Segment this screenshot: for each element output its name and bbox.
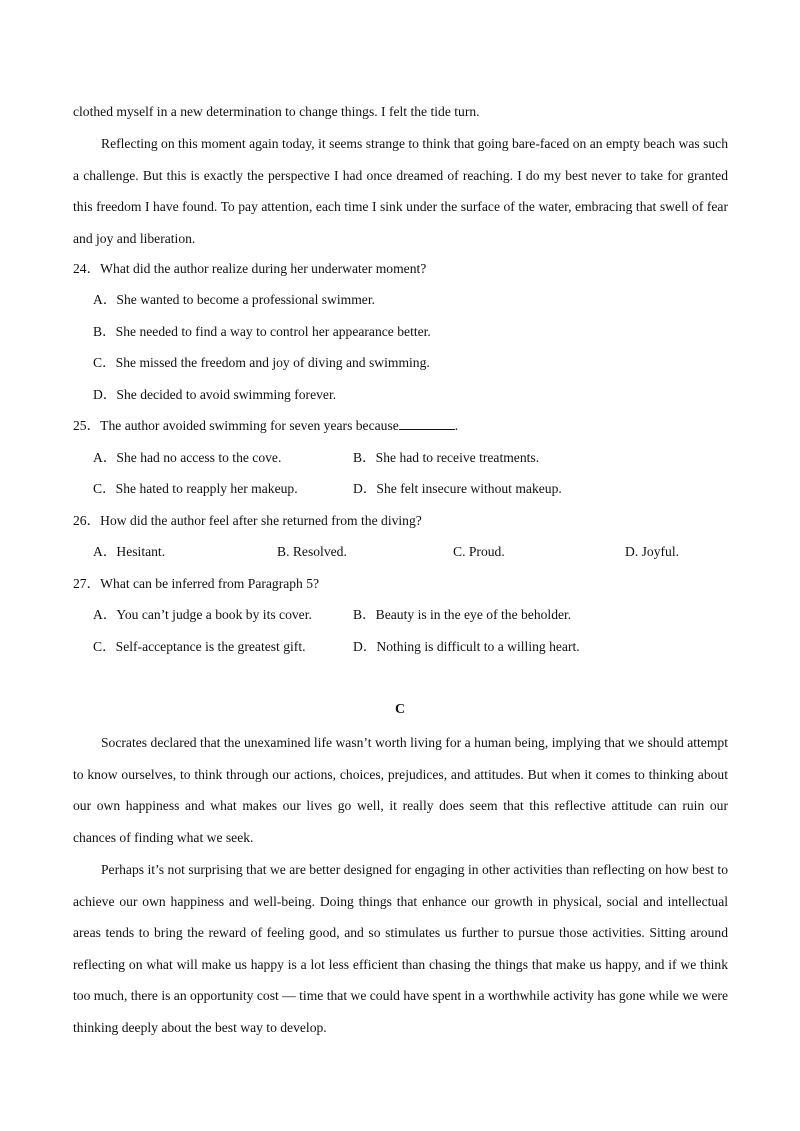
question-26-option-d: D. Joyful. (625, 544, 679, 559)
question-27-option-c: C．Self-acceptance is the greatest gift. (93, 639, 306, 654)
question-25-stem-text: 25．The author avoided swimming for seven years because (73, 418, 399, 433)
question-25-stem-end: . (454, 418, 459, 433)
question-24-option-a: A．She wanted to become a professional swimmer. (93, 292, 376, 307)
passage-b-reflection-paragraph: Reflecting on this moment again today, it seems strange to think that going bare-faced on an empty beach was such a challenge. But this is exactly the perspective I had once dreamed of reaching. I do my best never to take for granted this freedom I have found. To pay attention, each time I sink under the surface of the water, embracing that swell of fear and joy and liberation. (73, 136, 728, 246)
question-24-option-d: D．She decided to avoid swimming forever. (93, 387, 337, 402)
passage-b-continued-line: clothed myself in a new determination to change things. I felt the tide turn. (73, 104, 480, 119)
question-25-option-a: A．She had no access to the cove. (93, 450, 282, 465)
question-27-option-b: B．Beauty is in the eye of the beholder. (353, 607, 572, 622)
passage-c-paragraph-1: Socrates declared that the unexamined life wasn’t worth living for a human being, implying that we should attempt to know ourselves, to think through our actions, choices, prejudices, and attitudes. But when it comes to thinking about our own happiness and what makes our lives go well, it really does seem that this reflective attitude can ruin our chances of finding what we seek. (73, 735, 728, 845)
question-24-stem: 24．What did the author realize during her underwater moment? (73, 261, 427, 276)
question-25-option-c: C．She hated to reapply her makeup. (93, 481, 298, 496)
question-27-option-a: A．You can’t judge a book by its cover. (93, 607, 312, 622)
question-26-option-b: B. Resolved. (277, 544, 347, 559)
question-26-stem: 26．How did the author feel after she returned from the diving? (73, 513, 422, 528)
question-25-option-d: D．She felt insecure without makeup. (353, 481, 562, 496)
question-25-option-b: B．She had to receive treatments. (353, 450, 540, 465)
question-24-option-c: C．She missed the freedom and joy of diving and swimming. (93, 355, 430, 370)
answer-blank (399, 417, 455, 430)
question-26-option-a: A．Hesitant. (93, 544, 166, 559)
question-26-option-c: C. Proud. (453, 544, 505, 559)
question-25-stem (73, 416, 458, 436)
passage-c-heading: C (394, 702, 406, 717)
question-24-option-b: B．She needed to find a way to control her appearance better. (93, 324, 431, 339)
passage-c-paragraph-2: Perhaps it’s not surprising that we are better designed for engaging in other activities than reflecting on how best to achieve our own happiness and well-being. Doing things that enhance our growth in physical, social and intellectual areas tends to bring the reward of feeling good, and so stimulates us further to pursue those activities. Sitting around reflecting on what will make us happy is a lot less efficient than chasing the things that make us happy, and if we think too much, there is an opportunity cost — time that we could have spent in a worthwhile activity has gone while we were thinking deeply about the best way to develop. (73, 862, 728, 1035)
question-27-option-d: D．Nothing is difficult to a willing heart. (353, 639, 580, 654)
question-27-stem: 27．What can be inferred from Paragraph 5? (73, 576, 320, 591)
